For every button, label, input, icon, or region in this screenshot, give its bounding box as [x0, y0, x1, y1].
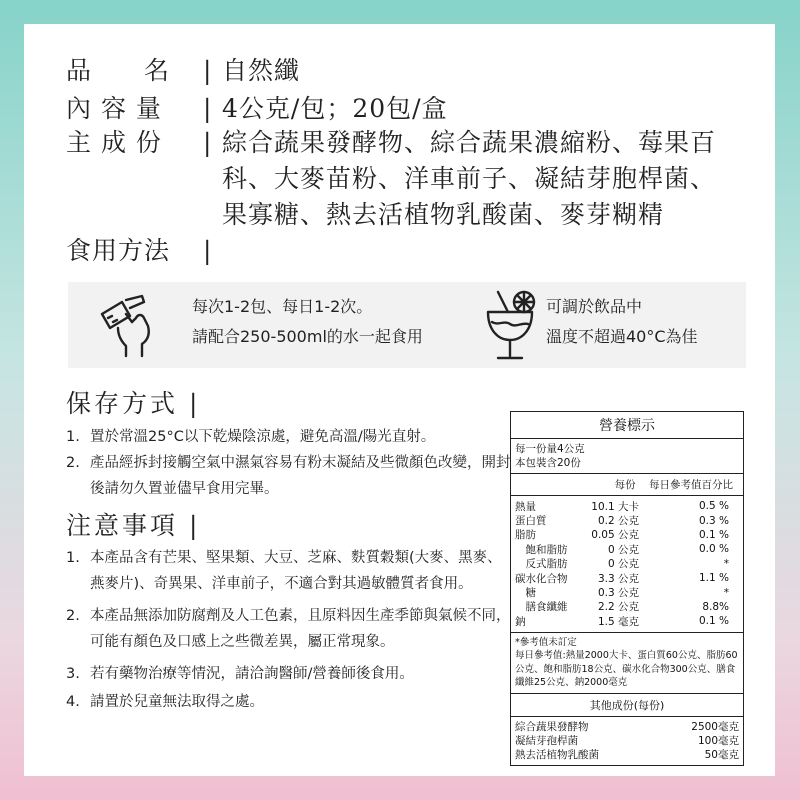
divider: |	[203, 56, 213, 85]
table-row: 糖 0.3 公克 *	[515, 586, 729, 600]
nutrition-header-row	[511, 474, 743, 496]
serving-size: 每一份量4公克	[515, 443, 585, 455]
storage-list	[66, 424, 516, 502]
table-row: 反式脂肪 0 公克 *	[515, 557, 729, 571]
item-text: 產品經拆封接觸空氣中濕氣容易有粉末凝結及些微顏色改變，開封後請勿久置並儘早食用完畢。	[90, 455, 511, 497]
item-text: 本產品含有芒果、堅果類、大豆、芝麻、麩質穀類(大麥、黑麥、燕麥片)、奇異果、洋車前子，不適合對其過敏體質者食用。	[90, 550, 502, 592]
usage-dosage-text	[192, 292, 423, 352]
item-number: 1.	[66, 429, 80, 445]
list-item	[66, 661, 516, 687]
table-row: 膳食纖維 2.2 公克 8.8%	[515, 600, 729, 614]
spec-size-value: 4公克/包；20包/盒	[222, 94, 448, 123]
note-daily-reference: 每日參考值:熱量2000大卡、蛋白質60公克、脂肪60公克、飽和脂肪18公克、碳水化合物300公克、膳食纖維25公克、鈉2000毫克	[515, 650, 738, 689]
item-number: 3.	[66, 666, 80, 682]
list-item	[66, 603, 516, 655]
usage-instructions-box	[68, 282, 746, 368]
usage-drink-line1: 可調於飲品中	[546, 297, 643, 316]
divider: |	[188, 511, 201, 540]
item-number: 2.	[66, 455, 80, 471]
item-number: 4.	[66, 694, 80, 710]
table-row: 凝結芽孢桿菌 100毫克	[515, 735, 739, 748]
divider: |	[188, 389, 201, 418]
nutrition-rows	[511, 496, 743, 633]
col-per-serving: 每份	[614, 479, 636, 491]
item-text: 請置於兒童無法取得之處。	[90, 694, 264, 710]
usage-dosage-line2: 請配合250-500ml的水一起食用	[192, 327, 423, 346]
caution-title: 注意事項	[66, 511, 179, 540]
cocktail-glass-icon	[478, 286, 548, 368]
item-number: 1.	[66, 550, 80, 566]
spec-name-label: 品 名	[66, 56, 171, 85]
usage-drink-text	[546, 292, 698, 352]
other-ingredients-rows	[511, 717, 743, 765]
table-row: 脂肪 0.05 公克 0.1 %	[515, 528, 729, 542]
list-item	[66, 424, 516, 450]
storage-heading	[66, 384, 200, 420]
nutrition-serving	[511, 439, 743, 474]
product-info-card	[24, 24, 775, 776]
nutrition-facts-table	[510, 411, 744, 766]
nutrition-note	[511, 633, 743, 694]
spec-size-label: 內 容 量	[66, 94, 162, 123]
other-ingredients-title: 其他成份(每份)	[511, 694, 743, 717]
usage-label: 食用方法	[66, 236, 171, 265]
spec-ingredients-line2: 科、大麥苗粉、洋車前子、凝結芽胞桿菌、	[222, 164, 717, 193]
hand-pouring-sachet-icon	[96, 292, 166, 366]
list-item	[66, 450, 516, 502]
caution-heading	[66, 506, 200, 542]
table-row: 熱去活植物乳酸菌 50毫克	[515, 749, 739, 762]
divider: |	[203, 128, 213, 157]
table-row: 蛋白質 0.2 公克 0.3 %	[515, 514, 729, 528]
table-row: 碳水化合物 3.3 公克 1.1 %	[515, 572, 729, 585]
spec-name-value: 自然纖	[222, 56, 301, 85]
nutrition-title: 營養標示	[511, 412, 743, 439]
list-item	[66, 545, 516, 597]
item-number: 2.	[66, 608, 80, 624]
col-daily-value: 每日參考值百分比	[649, 479, 733, 491]
list-item	[66, 689, 516, 715]
item-text: 本產品無添加防腐劑及人工色素，且原料因生產季節與氣候不同，可能有顏色及口感上之些微差異，屬正常現象。	[90, 608, 511, 650]
table-row: 飽和脂肪 0 公克 0.0 %	[515, 543, 729, 556]
spec-ingredients-line3: 果寡糖、熱去活植物乳酸菌、麥芽糊精	[222, 200, 665, 229]
table-row: 熱量 10.1 大卡 0.5 %	[515, 500, 729, 513]
divider: |	[203, 94, 213, 123]
divider: |	[203, 236, 213, 265]
spec-ingredients-line1: 綜合蔬果發酵物、綜合蔬果濃縮粉、莓果百	[222, 128, 717, 157]
servings-per-package: 本包裝含20份	[515, 457, 581, 469]
table-row: 鈉 1.5 毫克 0.1 %	[515, 615, 729, 628]
table-row: 綜合蔬果發酵物 2500毫克	[515, 721, 739, 734]
storage-title: 保存方式	[66, 389, 179, 418]
usage-drink-line2: 溫度不超過40°C為佳	[546, 327, 698, 346]
spec-ingredients-label: 主 成 份	[66, 128, 162, 157]
item-text: 置於常溫25°C以下乾燥陰涼處，避免高溫/陽光直射。	[90, 429, 436, 445]
caution-list	[66, 545, 516, 715]
note-asterisk: *參考值未訂定	[515, 636, 577, 648]
item-text: 若有藥物治療等情況，請洽詢醫師/營養師後食用。	[90, 666, 414, 682]
usage-dosage-line1: 每次1-2包、每日1-2次。	[192, 297, 373, 316]
